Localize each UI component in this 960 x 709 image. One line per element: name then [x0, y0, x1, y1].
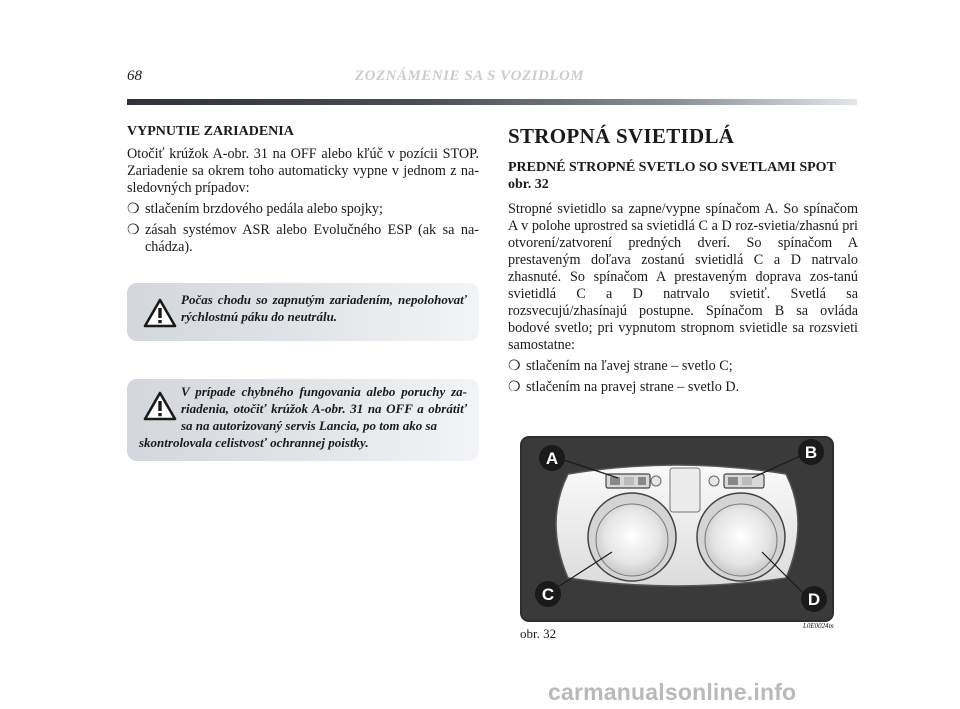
body-paragraph: Stropné svietidlo sa zapne/vypne spínačom A. So spínačom A v polohe uprostred sa svietidlá C a D roz-svietia/zhasnú pri otvorení/zatvorení predných dverí. So spínačom A prestaveným doľava zostanú svietidlá C a D natrvalo zhasnuté. So spínačom A prestaveným doprava zos-tanú svietidlá C a D natrvalo svietiť. Svetlá sa rozsvecujú/zhasínajú postupne. Spínačom B sa ovláda bodové svetlo; pri vypnutom stropnom svietidle sa rozsvieti samostatne: [508, 201, 858, 353]
figure-code: L0E0024m [803, 622, 834, 630]
callout-label-b [798, 439, 824, 465]
page-number: 68 [127, 68, 142, 84]
warning-triangle-icon [143, 391, 177, 421]
svg-text:A: A [545, 449, 559, 468]
warning-triangle-icon [143, 298, 177, 328]
warning-box [127, 379, 479, 461]
body-paragraph: Otočiť krúžok A-obr. 31 na OFF alebo kľúč v pozícii STOP. Zariadenie sa okrem toho automaticky vypne v jednom z na-sledovných prípadov: [127, 146, 479, 196]
list-item [508, 358, 858, 375]
bullet-icon: ❍ [508, 380, 521, 395]
right-column [508, 124, 858, 400]
list-item [127, 201, 479, 218]
bullet-icon: ❍ [508, 359, 521, 374]
header-rule [127, 99, 857, 105]
callout-label-a [539, 445, 565, 471]
bullet-icon: ❍ [127, 202, 140, 217]
warning-text: V prípade chybného fungovania alebo poruchy za-riadenia, otočiť krúžok A-obr. 31 na OFF a obrátiť sa na autorizovaný servis Lancia, po tom ako sa [181, 384, 467, 433]
callout-label-c [535, 581, 561, 607]
section-heading: VYPNUTIE ZARIADENIA [127, 124, 294, 139]
list-item-text: stlačením na ľavej strane – svetlo C; [526, 358, 733, 374]
watermark[interactable]: carmanualsonline.info [548, 679, 797, 705]
list-item [508, 379, 858, 396]
ceiling-light-illustration [518, 434, 836, 624]
list-item-text: stlačením na pravej strane – svetlo D. [526, 379, 740, 395]
list-item-text: stlačením brzdového pedála alebo spojky; [145, 201, 383, 217]
svg-text:D: D [807, 590, 821, 609]
warning-text: Počas chodu so zapnutým zariadením, nepolohovať rýchlostnú páku do neutrálu. [181, 292, 467, 324]
subsection-title: PREDNÉ STROPNÉ SVETLO SO SVETLAMI SPOT obr. 32 [508, 160, 836, 192]
svg-text:B: B [804, 443, 818, 462]
left-column [127, 124, 479, 260]
section-title: STROPNÁ SVIETIDLÁ [508, 124, 735, 148]
warning-box [127, 283, 479, 341]
bullet-list [127, 201, 479, 256]
bullet-list [508, 358, 858, 396]
warning-text-continuation: skontrolovala celistvosť ochrannej poistky. [139, 435, 369, 450]
callout-label-d [801, 586, 827, 612]
svg-text:C: C [541, 585, 555, 604]
list-item [127, 222, 479, 256]
list-item-text: zásah systémov ASR alebo Evolučného ESP (ak sa na-chádza). [145, 222, 479, 255]
header-title: ZOZNÁMENIE SA S VOZIDLOM [355, 68, 585, 84]
bullet-icon: ❍ [127, 223, 140, 238]
figure-caption: obr. 32 [520, 626, 557, 641]
